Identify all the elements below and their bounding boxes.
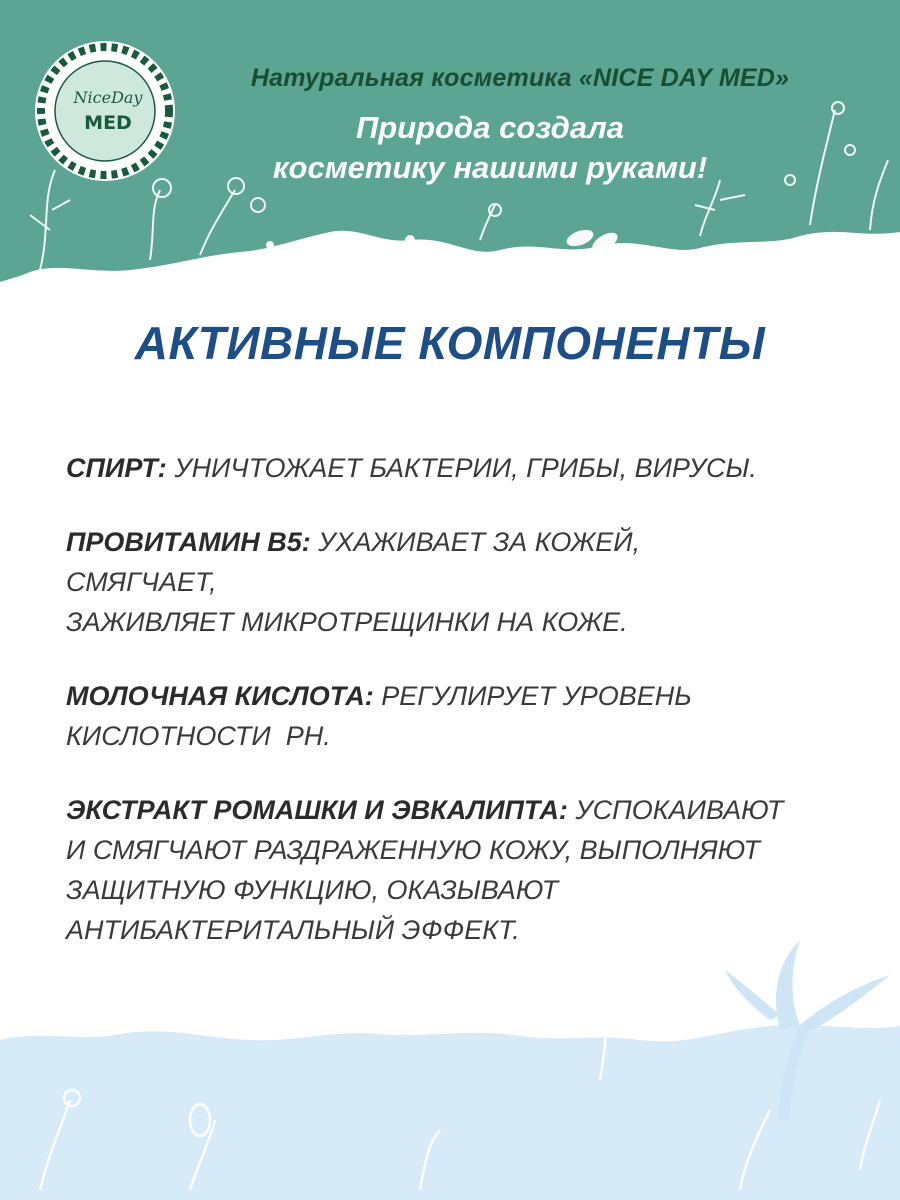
component-desc: РЕГУЛИРУЕТ УРОВЕНЬ: [381, 681, 692, 711]
brand-tagline: Натуральная косметика «NICE DAY MED»: [250, 64, 790, 92]
component-desc: КИСЛОТНОСТИ PH.: [66, 721, 331, 751]
component-term: СПИРТ:: [66, 453, 167, 483]
component-term: МОЛОЧНАЯ КИСЛОТА:: [66, 681, 374, 711]
component-desc: И СМЯГЧАЮТ РАЗДРАЖЕННУЮ КОЖУ, ВЫПОЛНЯЮТ: [66, 835, 760, 865]
component-desc: УНИЧТОЖАЕТ БАКТЕРИИ, ГРИБЫ, ВИРУСЫ.: [174, 453, 757, 483]
component-term: ЭКСТРАКТ РОМАШКИ И ЭВКАЛИПТА:: [66, 795, 568, 825]
footer-background: [0, 930, 900, 1200]
component-alcohol: [66, 448, 856, 488]
component-term: ПРОВИТАМИН B5:: [66, 527, 311, 557]
slogan: [210, 108, 770, 188]
component-lactic-acid: [66, 676, 856, 756]
brand-logo: [34, 40, 176, 182]
components-list: [66, 448, 856, 984]
slogan-line-1: Природа создала: [356, 110, 624, 145]
component-desc: УСПОКАИВАЮТ: [575, 795, 784, 825]
component-extract: [66, 790, 856, 950]
component-desc: СМЯГЧАЕТ,: [66, 567, 217, 597]
logo-text-med: MED: [84, 112, 132, 134]
slogan-line-2: косметику нашими руками!: [272, 150, 708, 185]
component-desc: ЗАЖИВЛЯЕТ МИКРОТРЕЩИНКИ НА КОЖЕ.: [66, 607, 628, 637]
component-desc: УХАЖИВАЕТ ЗА КОЖЕЙ,: [318, 527, 641, 557]
component-desc: АНТИБАКТЕРИТАЛЬНЫЙ ЭФФЕКТ.: [66, 915, 520, 945]
page-title: АКТИВНЫЕ КОМПОНЕНТЫ: [134, 317, 766, 369]
logo-text-niceday: NiceDay: [73, 88, 143, 107]
component-desc: ЗАЩИТНУЮ ФУНКЦИЮ, ОКАЗЫВАЮТ: [66, 875, 559, 905]
component-provitamin: [66, 522, 856, 642]
